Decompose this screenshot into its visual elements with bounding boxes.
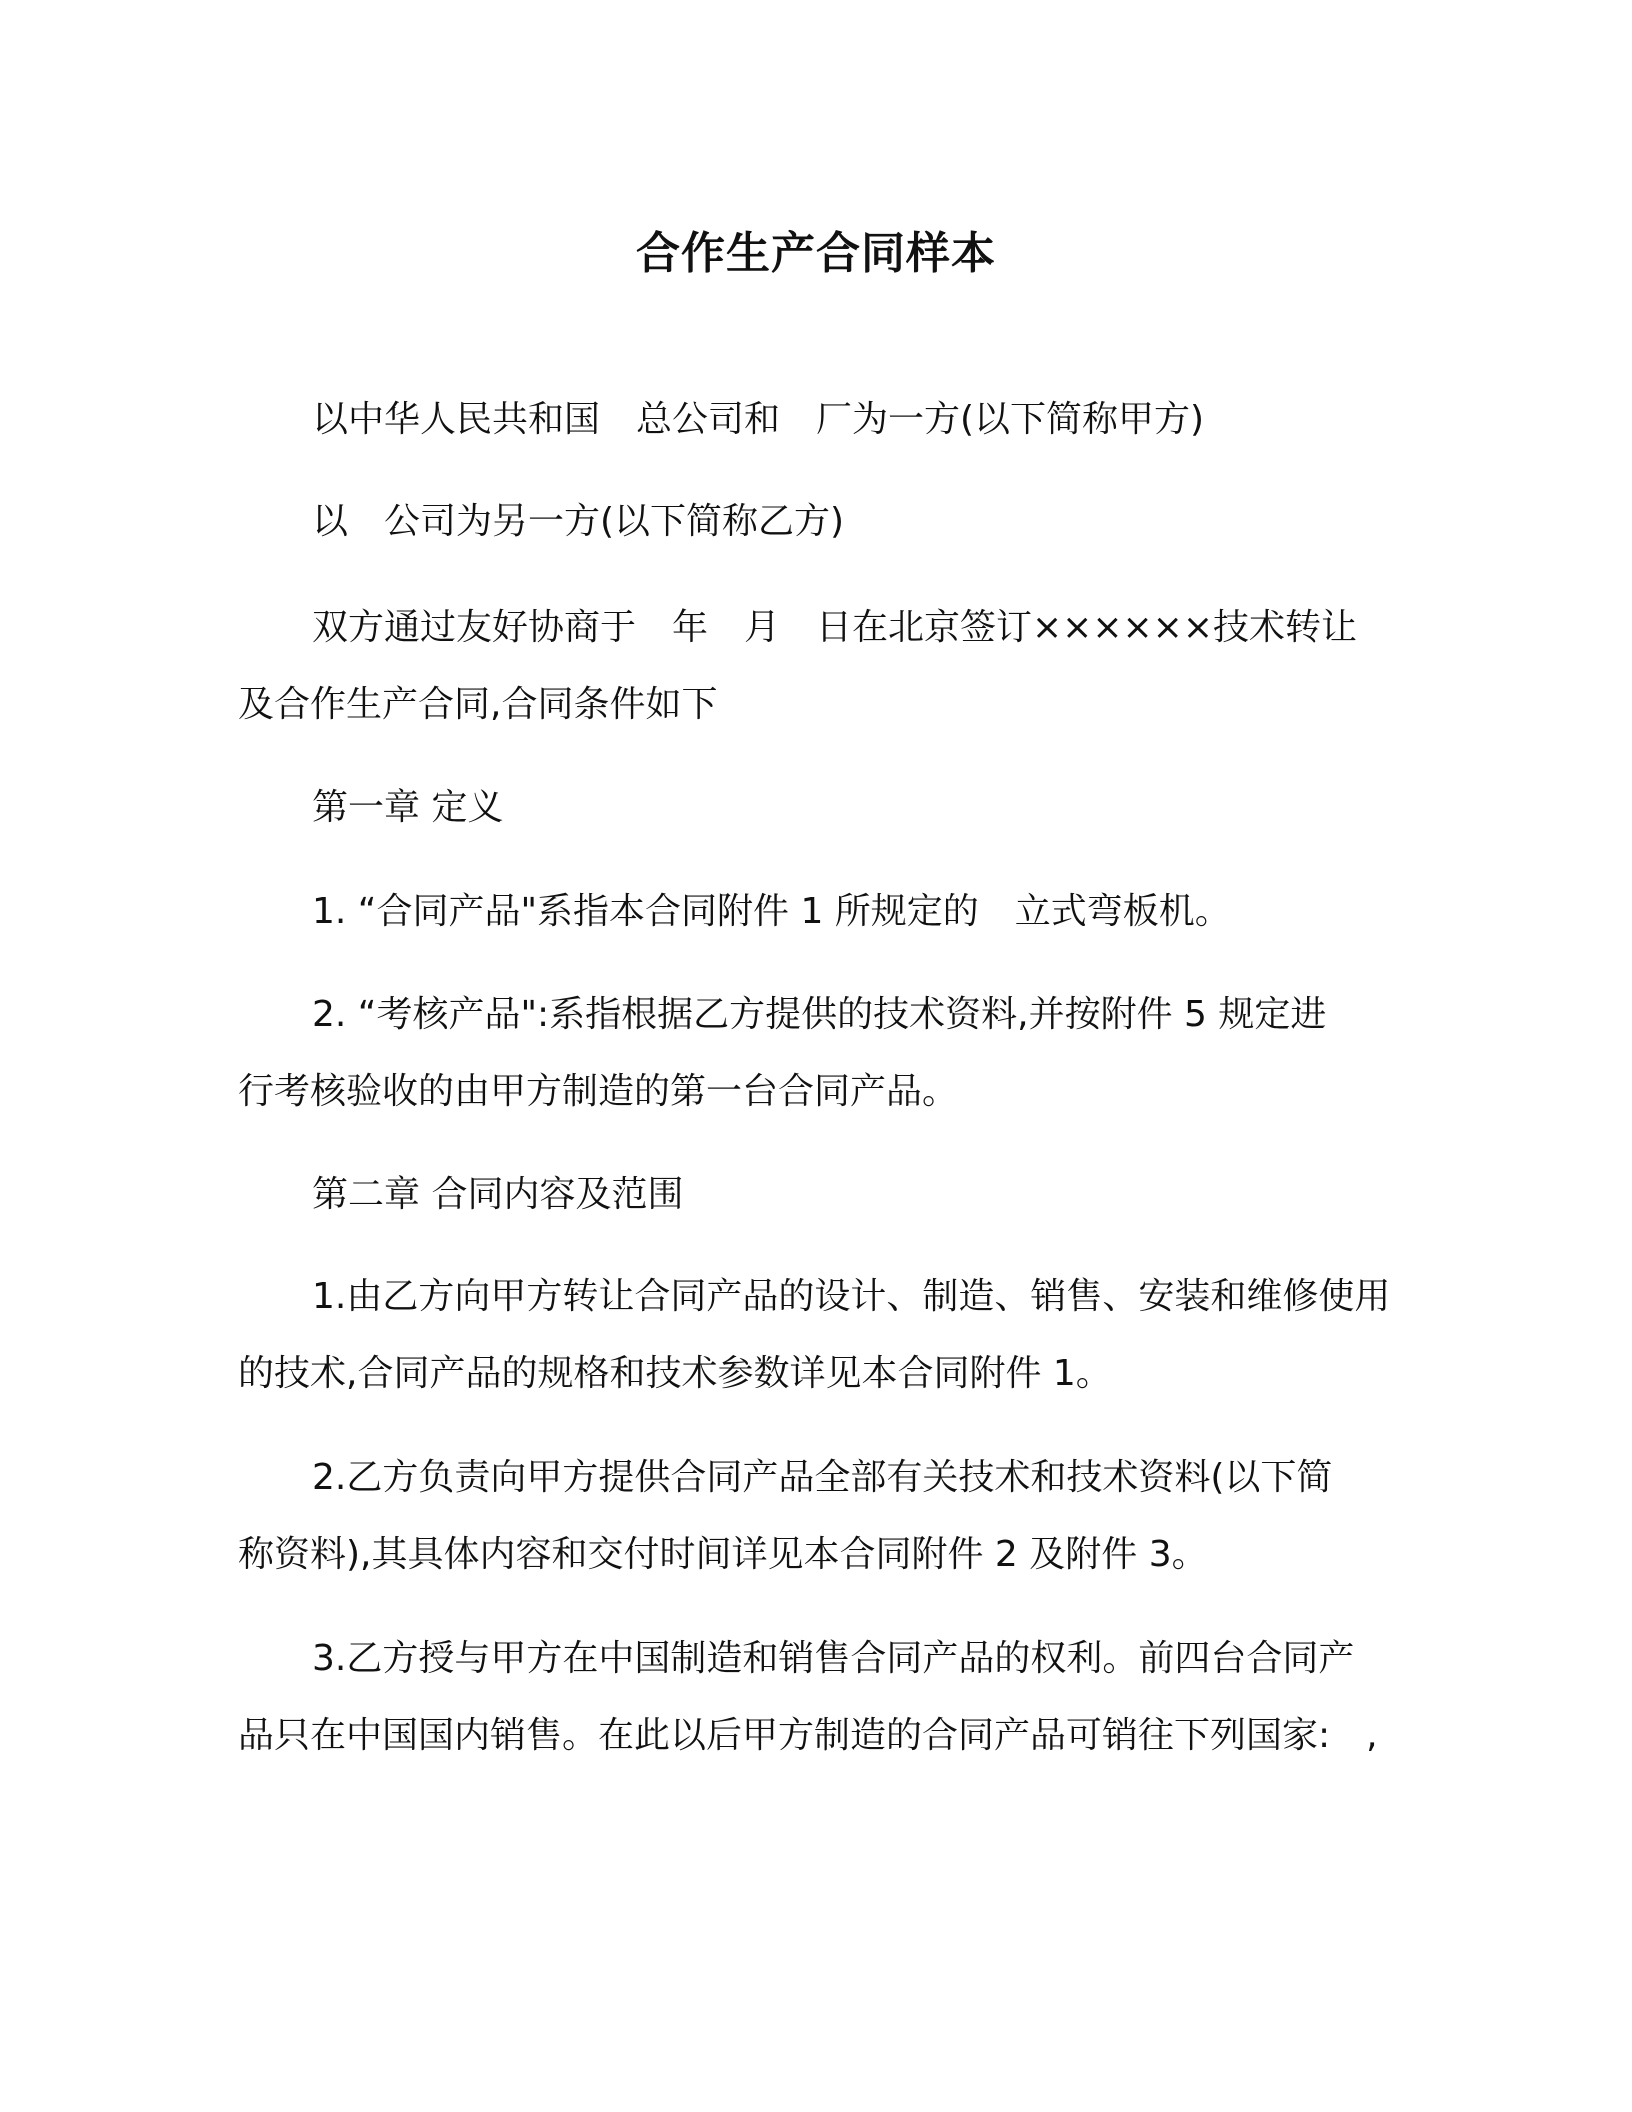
party-a-line: 以中华人民共和国 总公司和 厂为一方(以下简称甲方) bbox=[312, 399, 1205, 440]
clause-1-line-1: 1.由乙方向甲方转让合同产品的设计、制造、销售、安装和维修使用 bbox=[312, 1276, 1391, 1317]
definition-2-line-1: 2. “考核产品":系指根据乙方提供的技术资料,并按附件 5 规定进 bbox=[312, 994, 1327, 1035]
document-title: 合作生产合同样本 bbox=[636, 228, 996, 279]
clause-3-line-1: 3.乙方授与甲方在中国制造和销售合同产品的权利。前四台合同产 bbox=[312, 1638, 1355, 1679]
definition-2-line-2: 行考核验收的由甲方制造的第一台合同产品。 bbox=[238, 1071, 959, 1112]
preamble-line-1: 双方通过友好协商于 年 月 日在北京签订××××××技术转让 bbox=[312, 607, 1357, 648]
definition-1: 1. “合同产品"系指本合同附件 1 所规定的 立式弯板机。 bbox=[312, 891, 1231, 932]
chapter-2-heading: 第二章 合同内容及范围 bbox=[312, 1174, 684, 1215]
clause-1-line-2: 的技术,合同产品的规格和技术参数详见本合同附件 1。 bbox=[238, 1353, 1112, 1394]
clause-2-line-1: 2.乙方负责向甲方提供合同产品全部有关技术和技术资料(以下简 bbox=[312, 1457, 1333, 1498]
clause-3-line-2: 品只在中国国内销售。在此以后甲方制造的合同产品可销往下列国家: , bbox=[238, 1715, 1378, 1756]
chapter-1-heading: 第一章 定义 bbox=[312, 787, 504, 828]
clause-2-line-2: 称资料),其具体内容和交付时间详见本合同附件 2 及附件 3。 bbox=[238, 1534, 1208, 1575]
party-b-line: 以 公司为另一方(以下简称乙方) bbox=[312, 501, 845, 542]
preamble-line-2: 及合作生产合同,合同条件如下 bbox=[238, 684, 718, 725]
